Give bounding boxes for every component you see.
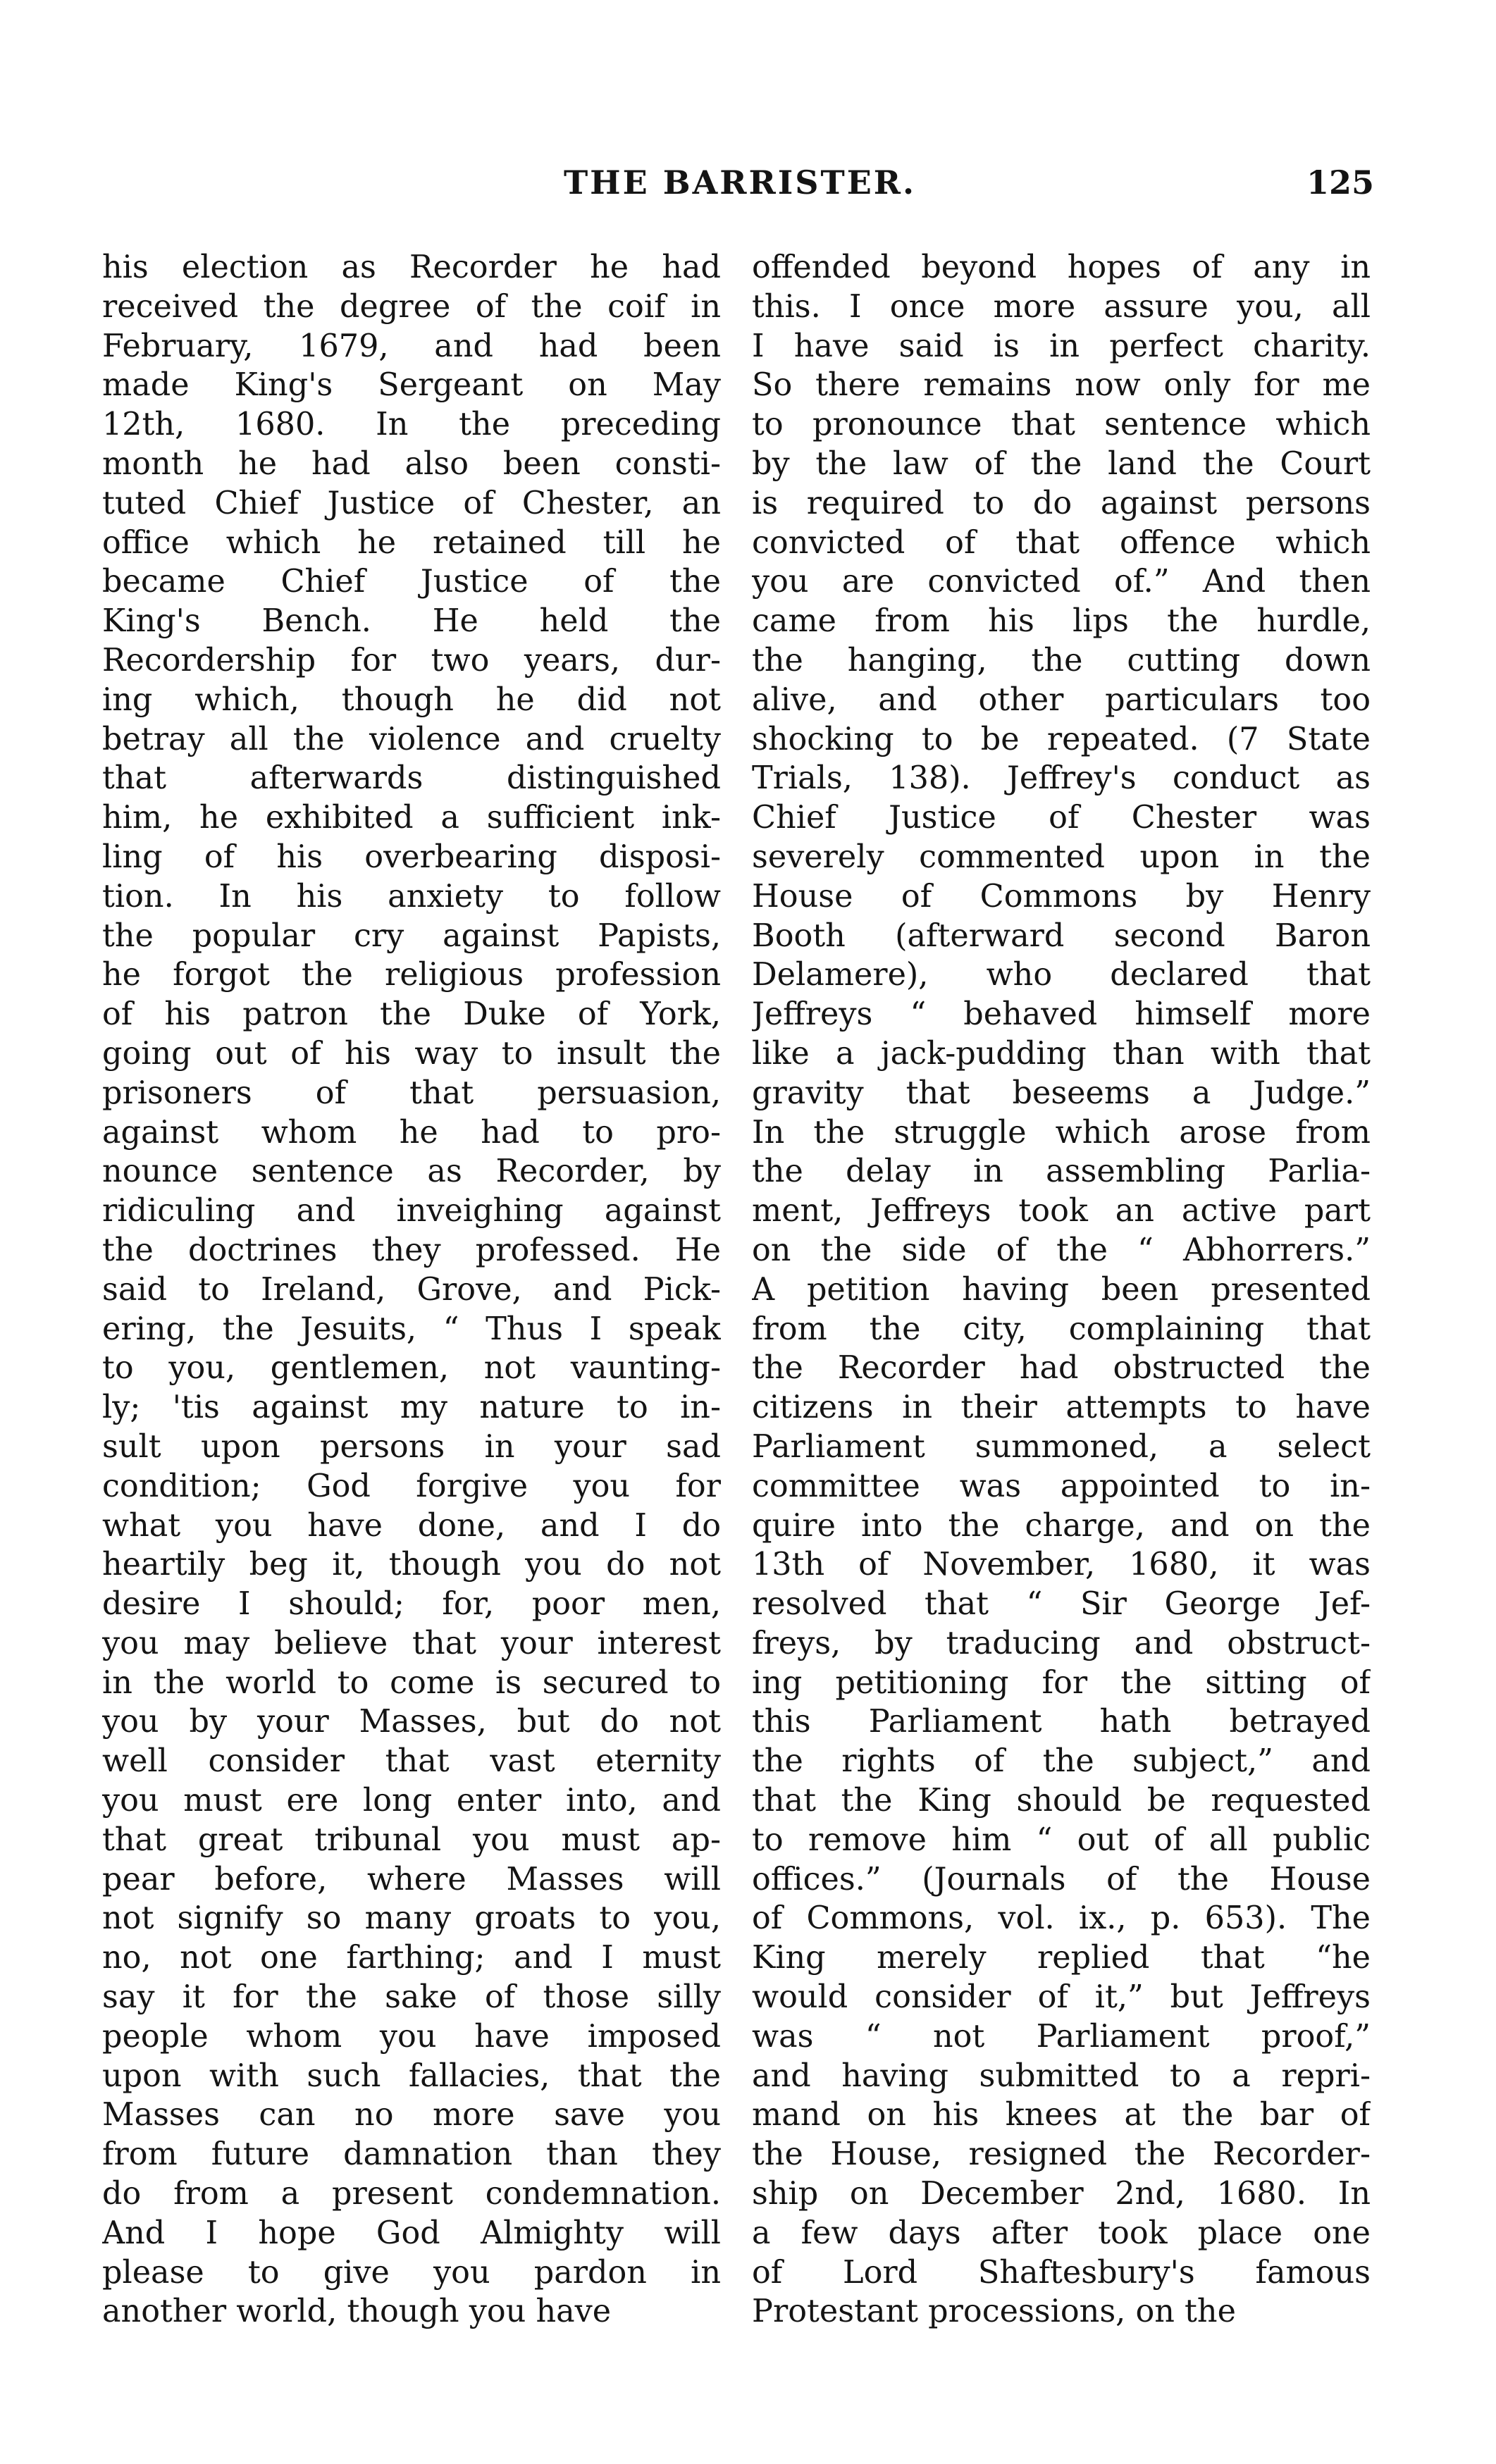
text-line: I have said is in perfect charity. bbox=[752, 328, 1371, 364]
right-text-column bbox=[752, 248, 1371, 2332]
text-line: alive, and other particulars too bbox=[752, 681, 1371, 718]
text-line: is required to do against persons bbox=[752, 485, 1371, 521]
text-line: In the struggle which arose from bbox=[752, 1114, 1371, 1151]
text-line: House of Commons by Henry bbox=[752, 878, 1371, 915]
text-line: Booth (afterward second Baron bbox=[752, 917, 1371, 954]
text-line: people whom you have imposed bbox=[102, 2018, 721, 2055]
text-line: going out of his way to insult the bbox=[102, 1035, 721, 1072]
text-line: no, not one farthing; and I must bbox=[102, 1940, 721, 1976]
text-line: said to Ireland, Grove, and Pick- bbox=[102, 1271, 721, 1308]
text-line: say it for the sake of those silly bbox=[102, 1979, 721, 2016]
text-line: not signify so many groats to you, bbox=[102, 1900, 721, 1937]
text-line: of Commons, vol. ix., p. 653). The bbox=[752, 1900, 1371, 1937]
page-header bbox=[106, 163, 1374, 213]
text-line: the delay in assembling Parlia- bbox=[752, 1153, 1371, 1190]
text-line: of Lord Shaftesbury's famous bbox=[752, 2254, 1371, 2291]
text-line: quire into the charge, and on the bbox=[752, 1507, 1371, 1544]
text-line: ing petitioning for the sitting of bbox=[752, 1664, 1371, 1701]
text-line: made King's Sergeant on May bbox=[102, 367, 721, 404]
text-line: Delamere), who declared that bbox=[752, 957, 1371, 993]
text-line: ing which, though he did not bbox=[102, 681, 721, 718]
text-line: to remove him “ out of all public bbox=[752, 1821, 1371, 1858]
text-line: Masses can no more save you bbox=[102, 2097, 721, 2134]
text-line: Recordership for two years, dur- bbox=[102, 642, 721, 679]
text-line: of his patron the Duke of York, bbox=[102, 996, 721, 1033]
text-line: that great tribunal you must ap- bbox=[102, 1821, 721, 1858]
text-line: by the law of the land the Court bbox=[752, 445, 1371, 482]
text-line: was “ not Parliament proof,” bbox=[752, 2018, 1371, 2055]
text-line: his election as Recorder he had bbox=[102, 249, 721, 285]
text-line: Jeffreys “ behaved himself more bbox=[752, 996, 1371, 1033]
text-line: in the world to come is secured to bbox=[102, 1664, 721, 1701]
text-line: ly; 'tis against my nature to in- bbox=[102, 1389, 721, 1426]
text-line: 13th of November, 1680, it was bbox=[752, 1547, 1371, 1583]
running-head: THE BARRISTER. bbox=[563, 163, 917, 202]
text-line: the rights of the subject,” and bbox=[752, 1743, 1371, 1780]
text-line: upon with such fallacies, that the bbox=[102, 2057, 721, 2094]
text-line: ling of his overbearing disposi- bbox=[102, 838, 721, 875]
left-text-column bbox=[102, 248, 721, 2332]
text-line: pear before, where Masses will bbox=[102, 1861, 721, 1897]
text-line: became Chief Justice of the bbox=[102, 564, 721, 600]
text-line: and having submitted to a repri- bbox=[752, 2057, 1371, 2094]
text-line: like a jack-pudding than with that bbox=[752, 1035, 1371, 1072]
text-line: ridiculing and inveighing against bbox=[102, 1193, 721, 1230]
text-line: do from a present condemnation. bbox=[102, 2176, 721, 2212]
text-line: heartily beg it, though you do not bbox=[102, 1547, 721, 1583]
text-line: received the degree of the coif in bbox=[102, 288, 721, 325]
text-line: condition; God forgive you for bbox=[102, 1468, 721, 1504]
text-line: severely commented upon in the bbox=[752, 838, 1371, 875]
text-line: another world, though you have bbox=[102, 2293, 612, 2330]
text-line: you are convicted of.” And then bbox=[752, 564, 1371, 600]
text-line: this Parliament hath betrayed bbox=[752, 1704, 1371, 1740]
text-line: the hanging, the cutting down bbox=[752, 642, 1371, 679]
text-line: what you have done, and I do bbox=[102, 1507, 721, 1544]
text-line: this. I once more assure you, all bbox=[752, 288, 1371, 325]
text-line: ship on December 2nd, 1680. In bbox=[752, 2176, 1371, 2212]
text-line: committee was appointed to in- bbox=[752, 1468, 1371, 1504]
text-line: came from his lips the hurdle, bbox=[752, 603, 1371, 640]
text-line: the doctrines they professed. He bbox=[102, 1232, 721, 1268]
text-line: to you, gentlemen, not vaunting- bbox=[102, 1350, 721, 1387]
text-line: please to give you pardon in bbox=[102, 2254, 721, 2291]
text-line: And I hope God Almighty will bbox=[102, 2215, 721, 2251]
text-line: office which he retained till he bbox=[102, 524, 721, 561]
text-line: ering, the Jesuits, “ Thus I speak bbox=[102, 1311, 721, 1347]
text-line: from the city, complaining that bbox=[752, 1311, 1371, 1347]
page-number: 125 bbox=[1306, 163, 1374, 202]
text-line: on the side of the “ Abhorrers.” bbox=[752, 1232, 1371, 1268]
text-line: you may believe that your interest bbox=[102, 1625, 721, 1661]
text-line: King merely replied that “he bbox=[752, 1940, 1371, 1976]
text-line: shocking to be repeated. (7 State bbox=[752, 721, 1371, 757]
text-line: February, 1679, and had been bbox=[102, 328, 721, 364]
text-line: a few days after took place one bbox=[752, 2215, 1371, 2251]
text-line: against whom he had to pro- bbox=[102, 1114, 721, 1151]
text-line: would consider of it,” but Jeffreys bbox=[752, 1979, 1371, 2016]
text-line: him, he exhibited a sufficient ink- bbox=[102, 800, 721, 836]
text-line: Chief Justice of Chester was bbox=[752, 800, 1371, 836]
text-line: offices.” (Journals of the House bbox=[752, 1861, 1371, 1897]
text-line: 12th, 1680. In the preceding bbox=[102, 407, 721, 443]
text-line: well consider that vast eternity bbox=[102, 1743, 721, 1780]
text-line: the Recorder had obstructed the bbox=[752, 1350, 1371, 1387]
text-line: So there remains now only for me bbox=[752, 367, 1371, 404]
text-line: offended beyond hopes of any in bbox=[752, 249, 1371, 285]
text-line: A petition having been presented bbox=[752, 1271, 1371, 1308]
text-line: Protestant processions, on the bbox=[752, 2293, 1236, 2330]
text-line: sult upon persons in your sad bbox=[102, 1428, 721, 1465]
text-line: tuted Chief Justice of Chester, an bbox=[102, 485, 721, 521]
text-line: convicted of that offence which bbox=[752, 524, 1371, 561]
text-line: King's Bench. He held the bbox=[102, 603, 721, 640]
text-line: citizens in their attempts to have bbox=[752, 1389, 1371, 1426]
text-line: nounce sentence as Recorder, by bbox=[102, 1153, 721, 1190]
text-line: mand on his knees at the bar of bbox=[752, 2097, 1371, 2134]
text-line: the House, resigned the Recorder- bbox=[752, 2136, 1371, 2173]
text-line: tion. In his anxiety to follow bbox=[102, 878, 721, 915]
text-line: the popular cry against Papists, bbox=[102, 917, 721, 954]
text-line: gravity that beseems a Judge.” bbox=[752, 1075, 1371, 1111]
text-line: desire I should; for, poor men, bbox=[102, 1586, 721, 1623]
text-line: Trials, 138). Jeffrey's conduct as bbox=[752, 760, 1371, 797]
text-line: you must ere long enter into, and bbox=[102, 1783, 721, 1819]
text-line: from future damnation than they bbox=[102, 2136, 721, 2173]
text-line: that afterwards distinguished bbox=[102, 760, 721, 797]
text-line: betray all the violence and cruelty bbox=[102, 721, 721, 757]
text-line: prisoners of that persuasion, bbox=[102, 1075, 721, 1111]
text-line: month he had also been consti- bbox=[102, 445, 721, 482]
text-line: he forgot the religious profession bbox=[102, 957, 721, 993]
text-line: ment, Jeffreys took an active part bbox=[752, 1193, 1371, 1230]
text-line: resolved that “ Sir George Jef- bbox=[752, 1586, 1371, 1623]
text-line: that the King should be requested bbox=[752, 1783, 1371, 1819]
text-line: you by your Masses, but do not bbox=[102, 1704, 721, 1740]
text-line: to pronounce that sentence which bbox=[752, 407, 1371, 443]
text-line: Parliament summoned, a select bbox=[752, 1428, 1371, 1465]
text-line: freys, by traducing and obstruct- bbox=[752, 1625, 1371, 1661]
